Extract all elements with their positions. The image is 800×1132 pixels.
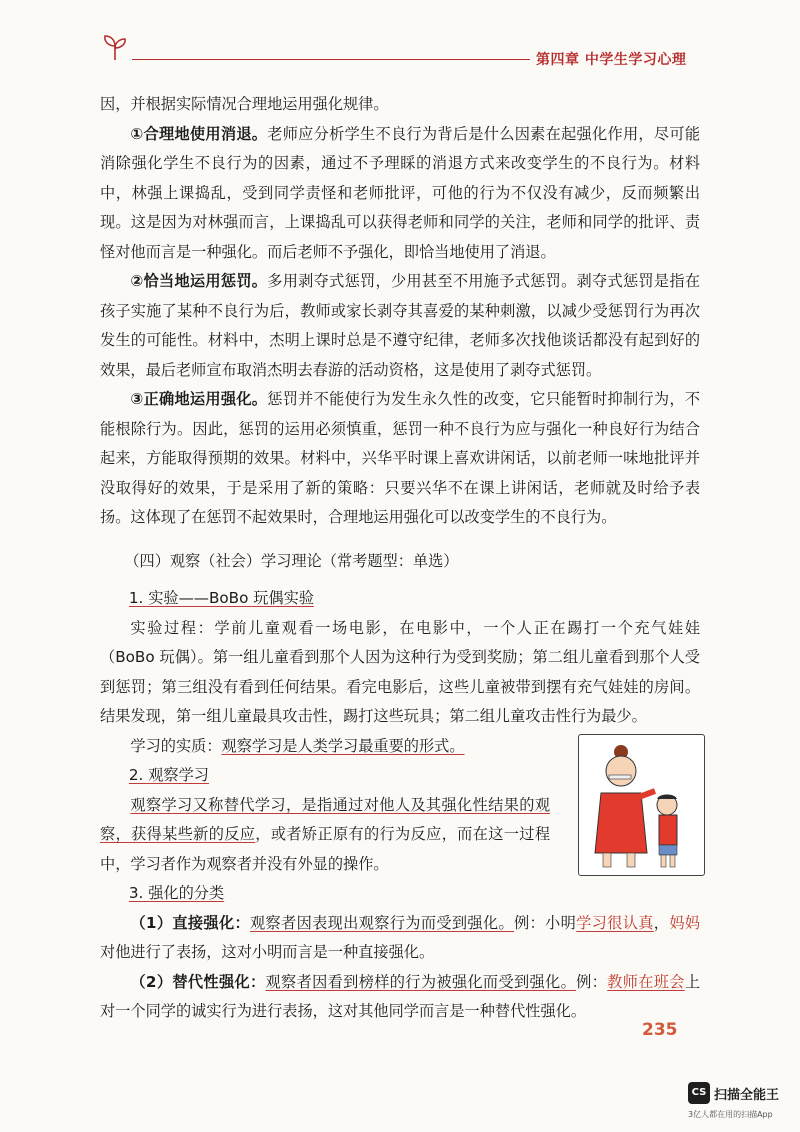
paragraph-point-2 — [100, 267, 700, 385]
toothbrushing-figures-icon — [579, 735, 704, 875]
watermark-app-name: 扫描全能王 — [714, 1088, 780, 1103]
watermark-tagline: 3亿人都在用的扫描App — [688, 1110, 773, 1119]
essence-text: 观察学习是人类学习最重要的形式。 — [221, 736, 465, 755]
scanner-watermark — [688, 1082, 798, 1127]
experiment-paragraph: 实验过程：学前儿童观看一场电影，在电影中，一个人正在踢打一个充气娃娃（BoBo 玩偶）。第一组儿童看到那个人因为这种行为受到奖励；第二组儿童看到那个人受到惩罚；第三组没有看到任何结果。看完电影后，这些儿童被带到摆有充气娃娃的房间。结果发现，第一组儿童最具攻击性，踢打这些玩具；第二组儿童攻击性行为最少。 — [100, 618, 700, 725]
point-3-heading: ③正确地运用强化。 — [130, 390, 268, 408]
vicarious-definition: 观察者因看到榜样的行为被强化而受到强化。 — [265, 972, 577, 991]
point-2-body: 多用剥夺式惩罚，少用甚至不用施予式惩罚。剥夺式惩罚是指在孩子实施了某种不良行为后，教师或家长剥夺其喜爱的某种刺激，以减少受惩罚行为再次发生的可能性。材料中，杰明上课时总是不遵守纪律，老师多次找他谈话都没有起到好的效果，最后老师宣布取消杰明去春游的活动资格，这是使用了剥夺式惩罚。 — [100, 272, 701, 379]
direct-definition: 观察者因表现出观察行为而受到强化。 — [250, 913, 514, 932]
chapter-title: 第四章 中学生学习心理 — [536, 52, 687, 68]
observation-definition-rest: ，或者矫正原有的行为反应，而在这一过程中，学习者作为观察者并没有外显的操作。 — [100, 825, 551, 873]
subsection-3-title: 3. 强化的分类 — [128, 884, 225, 902]
subsection-2-title: 2. 观察学习 — [128, 766, 209, 784]
vicarious-label: （2）替代性强化： — [130, 972, 266, 991]
subsection-1-title: 1. 实验——BoBo 玩偶实验 — [128, 589, 314, 607]
intro-line: 因，并根据实际情况合理地运用强化规律。 — [100, 95, 389, 113]
illustration-toothbrushing — [578, 734, 705, 876]
direct-reinforcement: （1）直接强化：观察者因表现出观察行为而受到强化。例：小明学习很认真，妈妈对他进行了表扬，这对小明而言是一种直接强化。 — [100, 913, 701, 961]
page-number: 235 — [642, 1020, 678, 1040]
paragraph-point-3 — [100, 385, 700, 533]
paragraph-point-1 — [100, 120, 700, 268]
observation-definition — [100, 791, 550, 880]
point-3-body: 惩罚并不能使行为发生永久性的改变，它只能暂时抑制行为，不能根除行为。因此，惩罚的运用必须慎重，惩罚一种不良行为应与强化一种良好行为结合起来，方能取得预期的效果。材料中，兴华平时课上喜欢讲闲话，以前老师一味地批评并没取得好的效果，于是采用了新的策略：只要兴华不在课上讲闲话，老师就及时给予表扬。这体现了在惩罚不起效果时，合理地运用强化可以改变学生的不良行为。 — [100, 390, 701, 526]
page-header — [0, 0, 800, 80]
observation-definition-key: 观察学习又称替代学习，是指通过对他人及其强化性结果的观察，获得某些新的反应 — [100, 795, 550, 843]
camscanner-logo-icon: CS — [688, 1082, 710, 1104]
sprout-icon — [100, 32, 130, 62]
essence-line — [100, 732, 550, 762]
point-1-heading: ①合理地使用消退。 — [130, 124, 268, 143]
page-body — [100, 90, 700, 1027]
essence-label: 学习的实质： — [130, 736, 222, 755]
vicarious-reinforcement: （2）替代性强化：观察者因看到榜样的行为被强化而受到强化。例：教师在班会上对一个同学的诚实行为进行表扬，这对其他同学而言是一种替代性强化。 — [100, 972, 701, 1020]
point-2-heading: ②恰当地运用惩罚。 — [130, 272, 268, 290]
header-rule — [132, 59, 530, 60]
section-4-title: （四）观察（社会）学习理论（常考题型：单选） — [124, 551, 459, 570]
direct-label: （1）直接强化： — [130, 913, 250, 932]
point-1-body: 老师应分析学生不良行为背后是什么因素在起强化作用，尽可能消除强化学生不良行为的因素，通过不予理睬的消退方式来改变学生的不良行为。材料中，林强上课捣乱，受到同学责怪和老师批评，可他的行为不仅没有减少，反而频繁出现。这是因为对林强而言，上课捣乱可以获得老师和同学的关注，老师和同学的批评、责怪对他而言是一种强化。而后老师不予强化，即恰当地使用了消退。 — [100, 124, 701, 261]
